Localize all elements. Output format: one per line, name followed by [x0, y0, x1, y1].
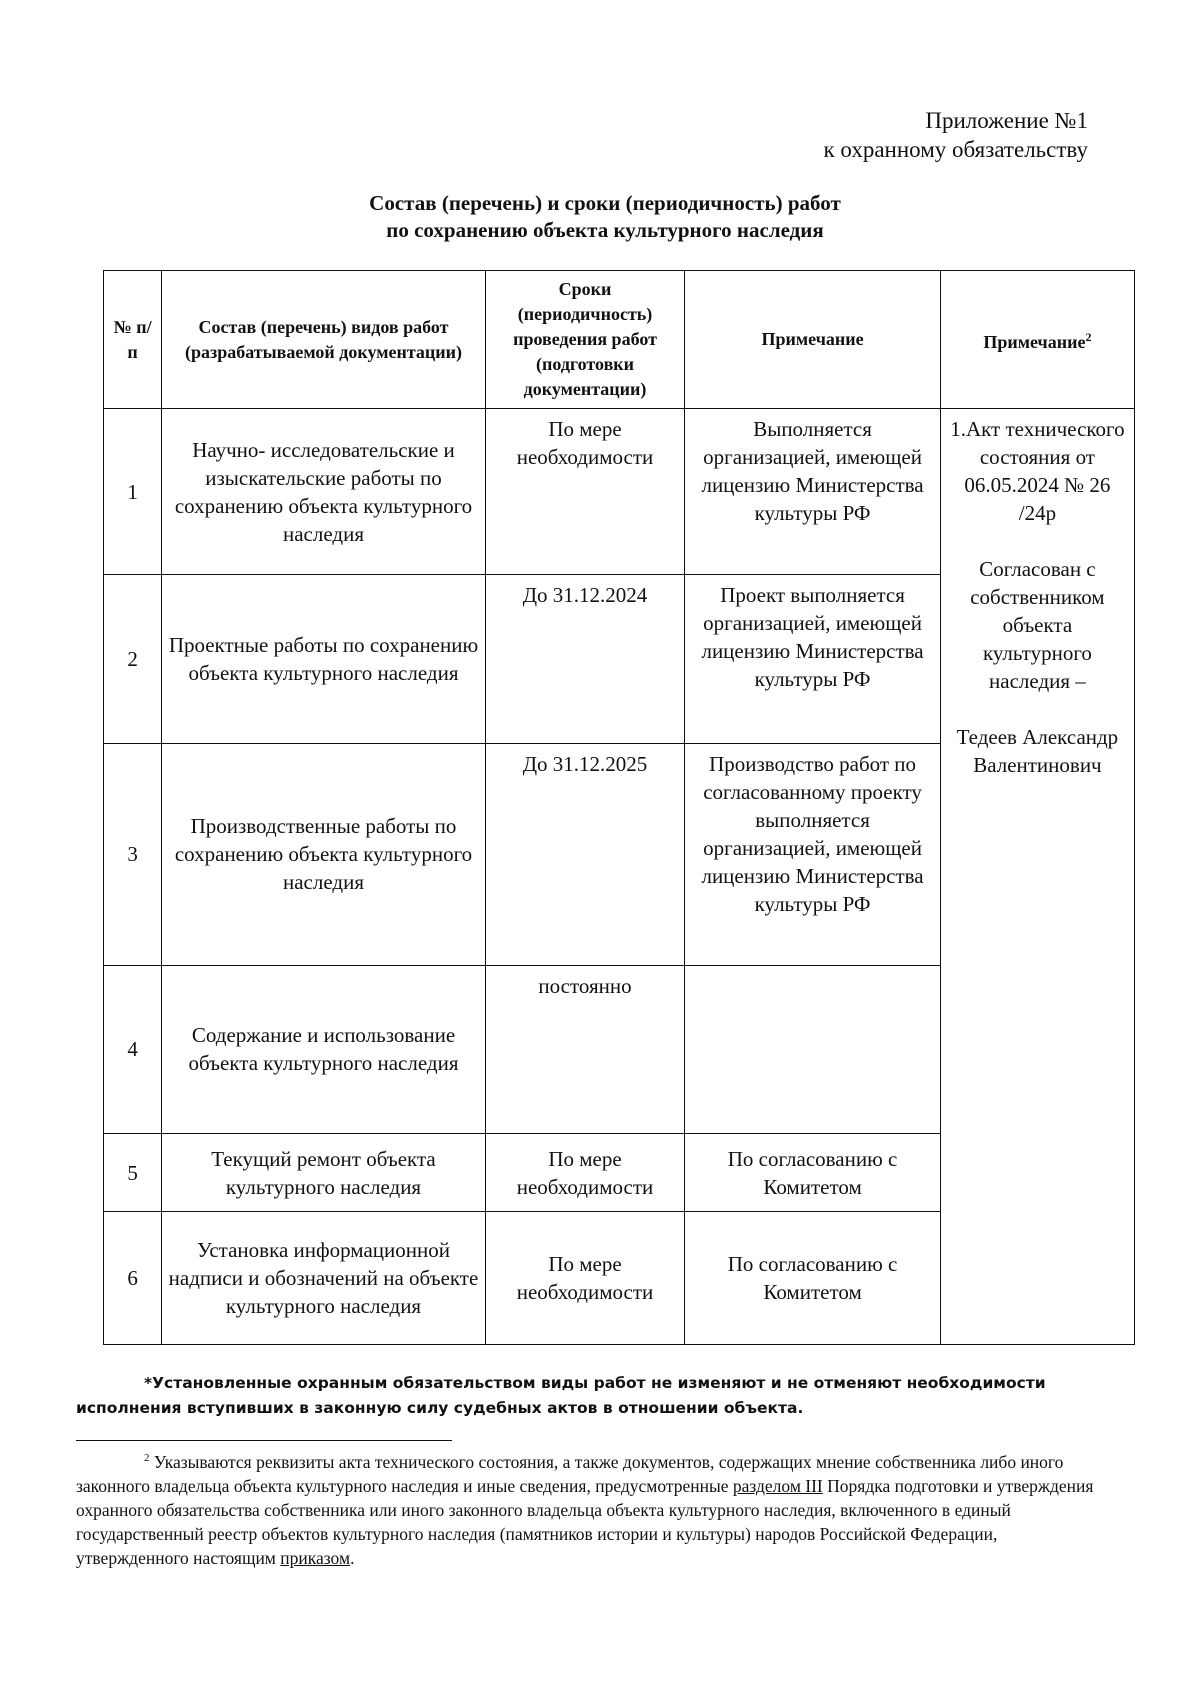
merged-note-act: 1.Акт технического состояния от 06.05.2024 № 26 /24р — [950, 417, 1125, 525]
merged-note-agreed: Согласован с собственником объекта культурного наследия – — [970, 557, 1105, 693]
footnote-marker: 2 — [144, 1452, 150, 1464]
row-num: 4 — [104, 965, 162, 1134]
title-line-1: Состав (перечень) и сроки (периодичность) работ — [369, 191, 841, 215]
header-num: № п/п — [104, 271, 162, 409]
table-row — [104, 409, 1135, 575]
footnote-text-2: Порядка подготовки и утверждения охранного обязательства собственника или иного законного владельца объекта культурного наследия, включенного в единый государственный реестр объектов культурного наследия (памятников истории и культуры) народов Российской Федерации, утвержденного настоящим — [76, 1475, 1094, 1568]
header-terms: Сроки (периодичность) проведения работ (подготовки документации) — [485, 271, 685, 409]
row-note: Выполняется организацией, имеющей лицензию Министерства культуры РФ — [685, 409, 941, 575]
table-header-row — [104, 271, 1135, 409]
appendix-line-2: к охранному обязательству — [823, 137, 1088, 162]
row-works: Установка информационной надписи и обозначений на объекте культурного наследия — [162, 1211, 486, 1344]
row-terms: По мере необходимости — [485, 1211, 685, 1344]
row-works: Производственные работы по сохранению объекта культурного наследия — [162, 743, 486, 965]
row-note: Проект выполняется организацией, имеющей лицензию Министерства культуры РФ — [685, 575, 941, 744]
row-terms: По мере необходимости — [485, 1134, 685, 1212]
notice-paragraph: *Установленные охранным обязательством виды работ не изменяют и не отменяют необходимости исполнения вступивших в законную силу судебных актов в отношении объекта. — [76, 1374, 1046, 1417]
row-note: По согласованию с Комитетом — [685, 1134, 941, 1212]
row-terms: постоянно — [485, 965, 685, 1134]
row-terms: До 31.12.2024 — [485, 575, 685, 744]
appendix-line-1: Приложение №1 — [925, 108, 1088, 133]
row-note: Производство работ по согласованному проекту выполняется организацией, имеющей лицензию Министерства культуры РФ — [685, 743, 941, 965]
merged-note-owner: Тедеев Александр Валентинович — [956, 725, 1119, 777]
works-table — [103, 270, 1135, 1345]
footnote-link-section[interactable]: разделом III — [732, 1475, 823, 1496]
header-works: Состав (перечень) видов работ (разрабатываемой документации) — [162, 271, 486, 409]
title-line-2: по сохранению объекта культурного наследия — [386, 218, 824, 242]
footnote-text-end: . — [350, 1547, 355, 1568]
document-title — [0, 190, 1200, 244]
header-note2-sup: 2 — [1085, 329, 1092, 344]
appendix-header — [823, 106, 1088, 164]
row-terms: До 31.12.2025 — [485, 743, 685, 965]
header-note2 — [940, 271, 1134, 409]
row-note — [685, 965, 941, 1134]
header-note2-label: Примечание — [983, 331, 1086, 352]
row-works: Научно- исследовательские и изыскательские работы по сохранению объекта культурного наследия — [162, 409, 486, 575]
row-works: Текущий ремонт объекта культурного наследия — [162, 1134, 486, 1212]
row-works: Проектные работы по сохранению объекта культурного наследия — [162, 575, 486, 744]
footnote-text-1: Указываются реквизиты акта технического состояния, а также документов, содержащих мнение собственника либо иного законного владельца объекта культурного наследия и иные сведения, предусмотренные — [76, 1451, 1064, 1496]
row-num: 5 — [104, 1134, 162, 1212]
row-num: 6 — [104, 1211, 162, 1344]
footnote — [76, 1446, 1108, 1570]
row-num: 1 — [104, 409, 162, 575]
row-works: Содержание и использование объекта культурного наследия — [162, 965, 486, 1134]
footnote-link-order[interactable]: приказом — [280, 1547, 351, 1568]
merged-note — [940, 409, 1134, 1345]
footnote-divider — [76, 1440, 452, 1441]
row-note: По согласованию с Комитетом — [685, 1211, 941, 1344]
row-terms: По мере необходимости — [485, 409, 685, 575]
row-num: 2 — [104, 575, 162, 744]
header-note: Примечание — [685, 271, 941, 409]
row-num: 3 — [104, 743, 162, 965]
